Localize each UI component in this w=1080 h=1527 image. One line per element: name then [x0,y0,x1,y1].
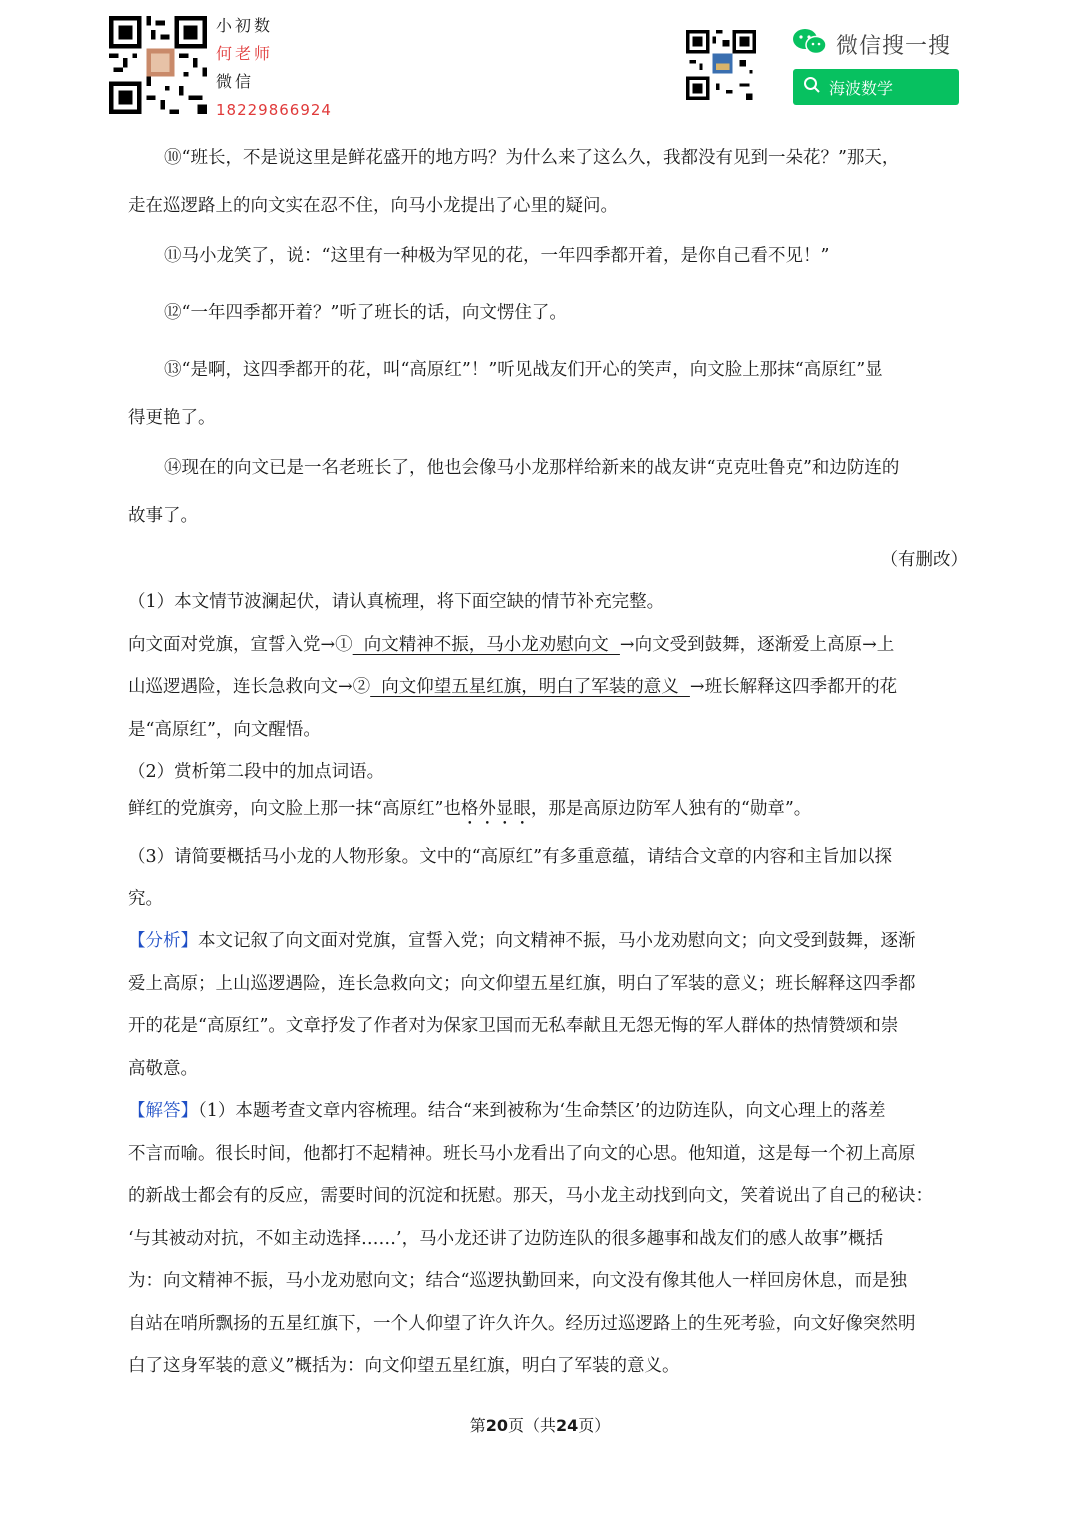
paragraph-10-line-2: 走在巡逻路上的向文实在忍不住，向马小龙提出了心里的疑问。 [128,196,618,216]
question-1-text-a: 向文面对党旗，宣誓入党→① [128,635,353,655]
question-2: （2）赏析第二段中的加点词语。 [128,762,385,782]
answer-line-3: 的新战士都会有的反应，需要时间的沉淀和抚慰。那天，马小龙主动找到向文，笑着说出了自己的秘诀： [128,1186,933,1206]
footer-mid: 页（共 [507,1416,556,1435]
question-1-line-2 [128,666,980,708]
search-button-label: 海波数学 [829,78,894,98]
question-1-text-d: →班长解释这四季都开的花 [689,677,898,697]
footer-pre: 第 [469,1416,486,1435]
question-2-sentence [128,788,980,830]
dotted-words: 格外显眼 [460,799,531,819]
qr-code-search [686,30,756,100]
answer-blank-2: 向文仰望五星红旗，明白了军装的意义 [370,677,690,697]
answer-line-4: ‘与其被动对抗，不如主动选择……’，马小龙还讲了边防连队的很多趣事和战友们的感人故事”概括 [128,1229,884,1249]
contact-line-3: 微信 [216,72,255,91]
wechat-logo-icon [792,27,828,61]
analysis-line-2: 爱上高原；上山巡逻遇险，连长急救向文；向文仰望五星红旗，明白了军装的意义；班长解释这四季都 [128,974,916,994]
wechat-search-label: 微信搜一搜 [836,33,952,59]
analysis-tag: 【分析】 [128,931,198,951]
question-3-cont: 究。 [128,889,163,909]
answer-tag: 【解答】 [128,1101,198,1121]
analysis-line-1 [128,920,980,962]
qr-code-contact [109,16,207,114]
paragraph-13: ⑬“是啊，这四季都开的花，叫“高原红”！”听见战友们开心的笑声，向文脸上那抹“高原红”显 [164,360,883,380]
question-2-text-b: ，那是高原边防军人独有的“勋章”。 [530,799,812,819]
page-footer [0,1413,1080,1436]
contact-phone: 18229866924 [216,101,332,119]
answer-line-6: 自站在哨所飘扬的五星红旗下，一个人仰望了许久许久。经历过巡逻路上的生死考验，向文好像突然明 [128,1314,916,1334]
paragraph-14: ⑭现在的向文已是一名老班长了，他也会像马小龙那样给新来的战友讲“克克吐鲁克”和边防连的 [164,458,900,478]
question-2-text-a: 鲜红的党旗旁，向文脸上那一抹“高原红”也 [128,799,461,819]
search-button[interactable] [793,69,959,105]
paragraph-10-cont [128,182,980,230]
contact-line-1: 小初数 [216,16,274,35]
page-header [0,0,1080,130]
teacher-contact [216,12,332,124]
analysis-text-1: 本文记叙了向文面对党旗，宣誓入党；向文精神不振，马小龙劝慰向文；向文受到鼓舞，逐渐 [198,931,916,951]
paragraph-13-cont: 得更艳了。 [128,408,216,428]
wechat-search-brand [792,26,951,62]
page-number: 20 [485,1416,508,1435]
analysis-line-4: 高敬意。 [128,1059,198,1079]
edit-note: （有删改） [880,550,968,570]
answer-text-1: （1）本题考查文章内容梳理。结合“来到被称为‘生命禁区’的边防连队，向文心理上的落差 [198,1101,886,1121]
footer-post: 页） [578,1416,611,1435]
paragraph-12: ⑫“一年四季都开着？”听了班长的话，向文愣住了。 [164,303,567,323]
question-3: （3）请简要概括马小龙的人物形象。文中的“高原红”有多重意蕴，请结合文章的内容和主旨加以探 [128,847,893,867]
question-1-line-3: 是“高原红”，向文醒悟。 [128,720,321,740]
paragraph-14-cont: 故事了。 [128,506,198,526]
answer-line-5: 为：向文精神不振，马小龙劝慰向文；结合“巡逻执勤回来，向文没有像其他人一样回房休息，而是独 [128,1271,907,1291]
answer-line-2: 不言而喻。很长时间，他都打不起精神。班长马小龙看出了向文的心思。他知道，这是每一个初上高原 [128,1144,916,1164]
question-1-text-c: 山巡逻遇险，连长急救向文→② [128,677,371,697]
question-1-text-b: →向文受到鼓舞，逐渐爱上高原→上 [619,635,895,655]
answer-line-1 [128,1090,980,1132]
question-1: （1）本文情节波澜起伏，请认真梳理，将下面空缺的情节补充完整。 [128,592,665,612]
paragraph-10 [128,134,980,182]
answer-blank-1: 向文精神不振，马小龙劝慰向文 [352,635,620,655]
paragraph-11: ⑪马小龙笑了，说：“这里有一种极为罕见的花，一年四季都开着，是你自己看不见！” [164,246,830,266]
answer-line-7: 白了这身军装的意义”概括为：向文仰望五星红旗，明白了军装的意义。 [128,1356,680,1376]
search-icon [803,76,821,98]
paragraph-10-line-1: ⑩“班长，不是说这里是鲜花盛开的地方吗？为什么来了这么久，我都没有见到一朵花？”那天， [164,148,900,168]
page-total: 24 [556,1416,579,1435]
contact-line-2: 何老师 [216,44,274,63]
question-1-line-1 [128,624,980,666]
analysis-line-3: 开的花是“高原红”。文章抒发了作者对为保家卫国而无私奉献且无怨无悔的军人群体的热情赞颂和崇 [128,1016,899,1036]
